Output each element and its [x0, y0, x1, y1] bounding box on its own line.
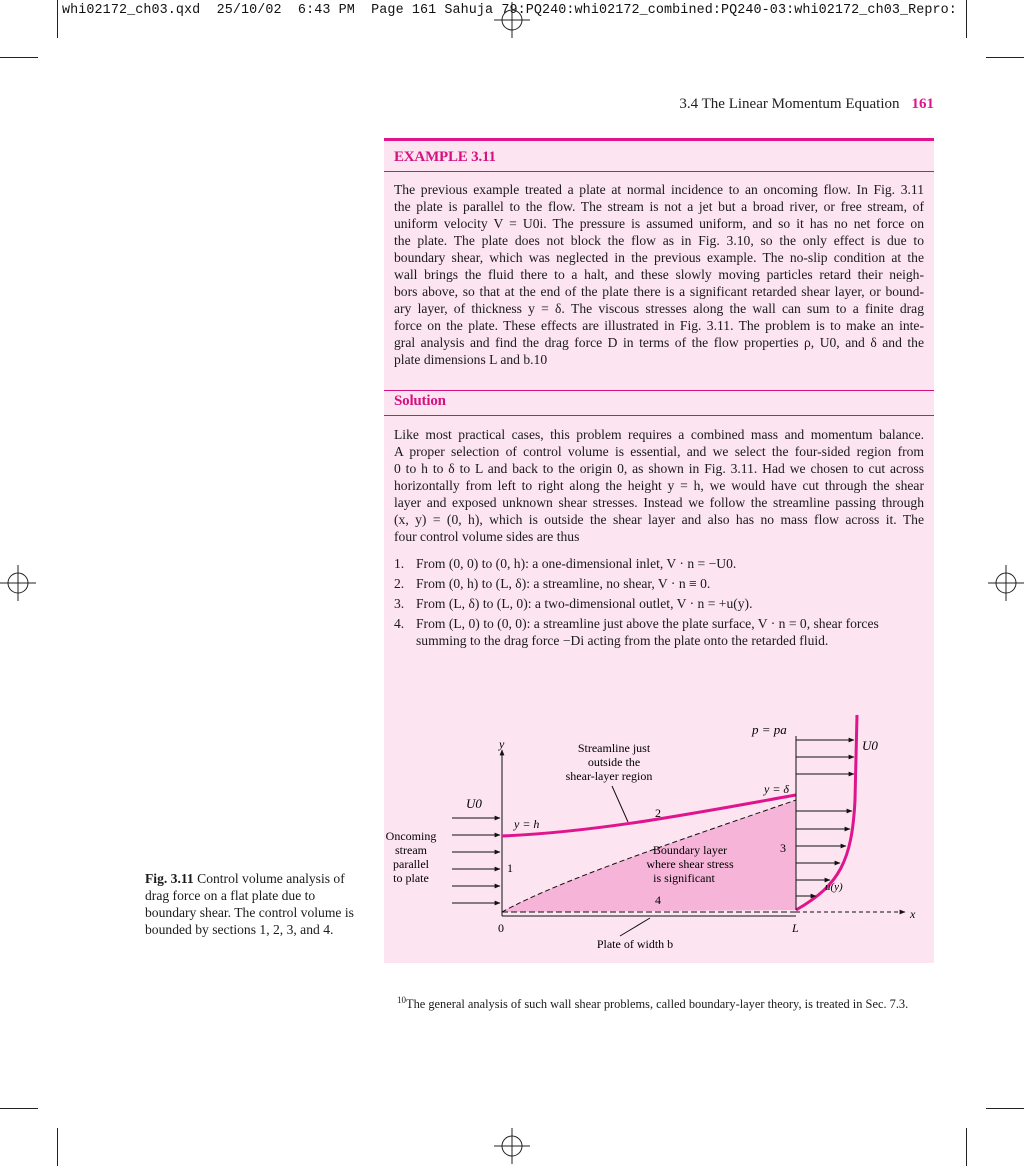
label-oncoming-1: Oncoming — [385, 829, 437, 843]
heading-rule — [384, 171, 934, 172]
crop-mark — [986, 1108, 1024, 1109]
solution-rule-top — [384, 390, 934, 391]
running-head-section: 3.4 The Linear Momentum Equation — [679, 96, 900, 112]
solution-heading: Solution — [394, 393, 446, 409]
example-heading: EXAMPLE 3.11 — [394, 149, 496, 165]
problem-line: The previous example treated a plate at normal incidence to an oncoming flow. In Fig. 3.11 — [394, 182, 924, 197]
side-item — [394, 615, 924, 649]
label-oncoming-3: parallel — [393, 857, 429, 871]
crop-mark — [966, 0, 967, 38]
figure-3-11 — [384, 710, 934, 960]
label-streamline-3: shear-layer region — [565, 769, 653, 783]
label-origin: 0 — [498, 921, 504, 935]
inlet-arrows — [452, 818, 500, 903]
side-text: From (L, δ) to (L, 0): a two-dimensional outlet, V · n = +u(y). — [416, 596, 753, 611]
side-item — [394, 595, 924, 612]
page-number: 161 — [911, 96, 934, 112]
slug-line: whi02172_ch03.qxd 25/10/02 6:43 PM Page 161 Sahuja 79:PQ240:whi02172_combined:PQ240-03:whi02172_ch03_Repro: — [62, 3, 957, 18]
label-section-1: 1 — [507, 861, 513, 875]
label-L: L — [792, 921, 799, 935]
label-streamline-2: outside the — [587, 755, 641, 769]
problem-line: uniform velocity V = U0i. The pressure is assumed uniform, and so it has no net force on — [394, 216, 924, 231]
label-plate: Plate of width b — [596, 937, 674, 951]
label-boundary-layer-2: where shear stress — [646, 857, 734, 871]
solution-line: four control volume sides are thus — [394, 529, 580, 544]
problem-line: the plate. The plate does not block the flow as in Fig. 3.10, so the only effect is due to — [394, 233, 924, 248]
side-number: 2. — [394, 576, 405, 591]
problem-line: ary layer, of thickness y = δ. The viscous stresses along the wall can sum to a finite drag — [394, 301, 924, 316]
problem-statement — [394, 181, 924, 368]
solution-line: layer and exposed unknown shear stresses. Instead we follow the streamline passing through — [394, 495, 924, 510]
crop-mark — [0, 57, 38, 58]
footnote-text: The general analysis of such wall shear problems, called boundary-layer theory, is treated in Sec. 7.3. — [406, 997, 909, 1012]
footnote-mark: 10 — [397, 995, 406, 1005]
side-number: 3. — [394, 596, 405, 611]
problem-line: plate dimensions L and b.10 — [394, 352, 548, 367]
side-item — [394, 555, 924, 572]
side-number: 4. — [394, 616, 405, 631]
label-boundary-layer-3: is significant — [653, 871, 715, 885]
plate-pointer — [620, 918, 650, 936]
control-volume-sides — [394, 555, 924, 652]
label-oncoming-4: to plate — [393, 871, 429, 885]
caption-label: Fig. 3.11 — [145, 871, 194, 886]
problem-line: the plate is parallel to the flow. The stream is not a jet but a broad river, or free stream, of — [394, 199, 924, 214]
label-y-delta: y = δ — [764, 782, 790, 796]
label-u0-left: U0 — [466, 796, 482, 811]
side-item — [394, 575, 924, 592]
crop-mark — [0, 1108, 38, 1109]
solution-rule-bottom — [384, 415, 934, 416]
running-head — [679, 96, 934, 113]
solution-line: Like most practical cases, this problem requires a combined mass and momentum balance. — [394, 427, 924, 442]
problem-line: boundary shear, which was neglected in the previous example. The no-slip condition at the — [394, 250, 924, 265]
crop-mark — [986, 57, 1024, 58]
solution-line: 0 to h to δ to L and back to the origin 0, as shown in Fig. 3.11. Had we chosen to cut across — [394, 461, 924, 476]
side-number: 1. — [394, 556, 405, 571]
problem-line: gral analysis and find the drag force D in terms of the flow properties ρ, U0, and δ and the — [394, 335, 924, 350]
solution-line: horizontally from left to right along the height y = h, we would have cut through the shear — [394, 478, 924, 493]
figure-caption — [145, 870, 365, 938]
side-text: From (0, h) to (L, δ): a streamline, no shear, V · n ≡ 0. — [416, 576, 711, 591]
footnote — [397, 992, 917, 1012]
label-streamline-1: Streamline just — [577, 741, 651, 755]
label-boundary-layer-1: Boundary layer — [652, 843, 728, 857]
side-text: From (0, 0) to (0, h): a one-dimensional inlet, V · n = −U0. — [416, 556, 737, 571]
streamline-pointer — [612, 786, 628, 822]
label-x-axis: x — [910, 907, 916, 921]
crop-mark — [57, 1128, 58, 1166]
label-y-axis: y — [499, 737, 505, 751]
registration-mark-icon — [494, 1128, 530, 1164]
label-u0-top: U0 — [862, 738, 878, 753]
label-section-2: 2 — [655, 806, 661, 820]
problem-line: bors above, so that at the end of the plate there is a significant retarded shear layer, or bound- — [394, 284, 924, 299]
label-oncoming-2: stream — [395, 843, 427, 857]
solution-text — [394, 426, 924, 545]
solution-line: (x, y) = (0, h), which is outside the shear layer and also has no mass flow across it. The — [394, 512, 924, 527]
label-section-4: 4 — [655, 893, 661, 907]
label-y-h: y = h — [514, 817, 540, 831]
registration-mark-icon — [0, 565, 36, 601]
solution-line: A proper selection of control volume is essential, and we select the four-sided region from — [394, 444, 924, 459]
registration-mark-icon — [988, 565, 1024, 601]
label-u-of-y: u(y) — [825, 881, 843, 893]
label-pressure: p = pa — [752, 722, 787, 737]
registration-mark-icon — [494, 2, 530, 38]
crop-mark — [57, 0, 58, 38]
boundary-layer-region — [502, 800, 796, 912]
label-section-3: 3 — [780, 841, 786, 855]
crop-mark — [966, 1128, 967, 1166]
side-text: From (L, 0) to (0, 0): a streamline just above the plate surface, V · n = 0, shear forces summing to the drag force −Di acting from the plate onto the retarded fluid. — [416, 616, 879, 648]
caption-text: Control volume analysis of drag force on a flat plate due to boundary shear. The control volume is bounded by sections 1, 2, 3, and 4. — [145, 871, 354, 937]
problem-line: force on the plate. These effects are illustrated in Fig. 3.11. The problem is to make an inte- — [394, 318, 924, 333]
problem-line: wall brings the fluid there to a halt, and these slowly moving particles retard their neigh- — [394, 267, 924, 282]
outlet-arrows — [796, 740, 854, 896]
